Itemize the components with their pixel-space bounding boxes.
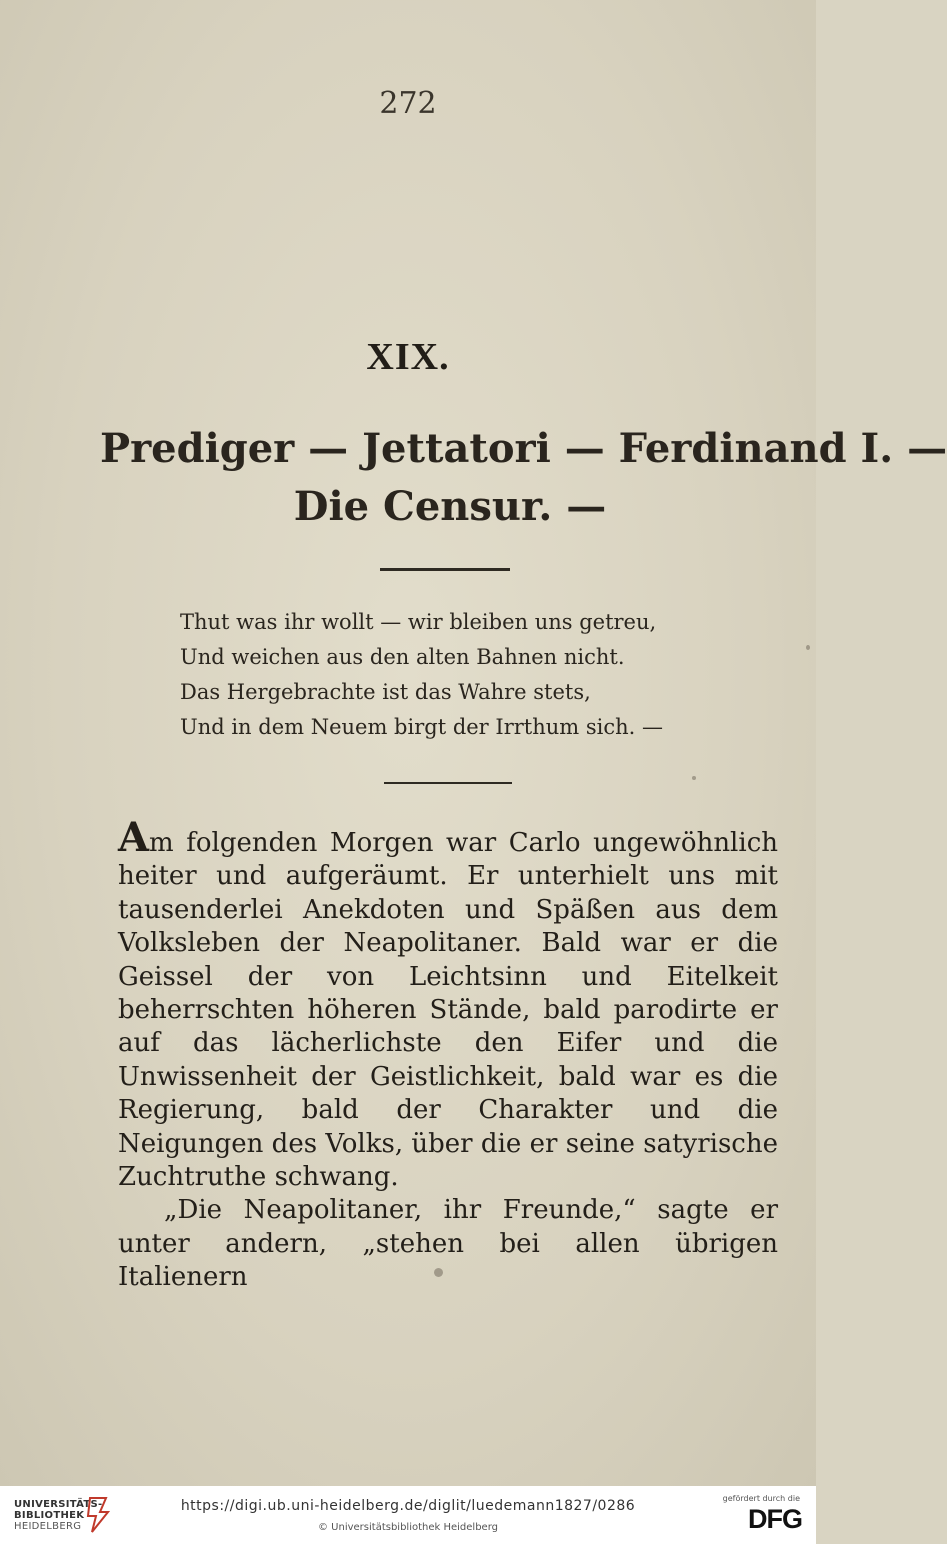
chapter-numeral: XIX. <box>366 336 450 378</box>
library-logo-line-1: UNIVERSITÄTS- <box>14 1499 103 1510</box>
funding-note: gefördert durch die <box>722 1494 800 1503</box>
chapter-title <box>100 420 947 536</box>
drop-cap: A <box>118 814 150 861</box>
divider-rule-bottom <box>384 782 512 784</box>
epigraph <box>180 605 740 745</box>
footer-bar <box>0 1486 816 1544</box>
epigraph-line-2: Und weichen aus den alten Bahnen nicht. <box>180 645 625 669</box>
divider-rule-top <box>380 568 510 571</box>
library-logo-line-3: HEIDELBERG <box>14 1521 82 1532</box>
paragraph-1 <box>118 814 778 1194</box>
chapter-title-line-1: Prediger — Jettatori — Ferdinand I. — <box>100 425 947 472</box>
chapter-title-line-2: Die Censur. — <box>293 483 607 530</box>
epigraph-line-1: Thut was ihr wollt — wir bleiben uns getreu, <box>180 610 657 634</box>
body-text <box>118 814 778 1295</box>
page-number: 272 <box>379 86 437 121</box>
source-url-link[interactable]: https://digi.ub.uni-heidelberg.de/diglit/luedemann1827/0286 <box>180 1498 636 1514</box>
library-logo-line-2: BIBLIOTHEK <box>14 1510 85 1521</box>
paper-speck <box>806 645 810 650</box>
copyright-notice: © Universitätsbibliothek Heidelberg <box>317 1522 498 1533</box>
epigraph-line-4: Und in dem Neuem birgt der Irrthum sich. — <box>180 715 663 739</box>
paper-speck <box>692 776 696 780</box>
paper-speck <box>434 1268 443 1277</box>
paragraph-1-text: m folgenden Morgen war Carlo ungewöhnlich heiter und aufgeräumt. Er unterhielt uns mit tausenderlei Anekdoten und Späßen aus dem Volksleben der Neapolitaner. Bald war er die Geissel der von Leichtsinn und Eitelkeit beherrschten höheren Stände, bald parodirte er auf das lächerlichste den Eifer und die Unwissenheit der Geistlichkeit, bald war es die Regierung, bald der Charakter und die Neigungen des Volks, über die er seine satyrische Zuchtruthe schwang. <box>118 828 778 1193</box>
epigraph-line-3: Das Hergebrachte ist das Wahre stets, <box>180 680 591 704</box>
dfg-logo: DFG <box>748 1504 802 1534</box>
paragraph-2: „Die Neapolitaner, ihr Freunde,“ sagte er unter andern, „stehen bei allen übrigen Italienern <box>118 1195 778 1293</box>
